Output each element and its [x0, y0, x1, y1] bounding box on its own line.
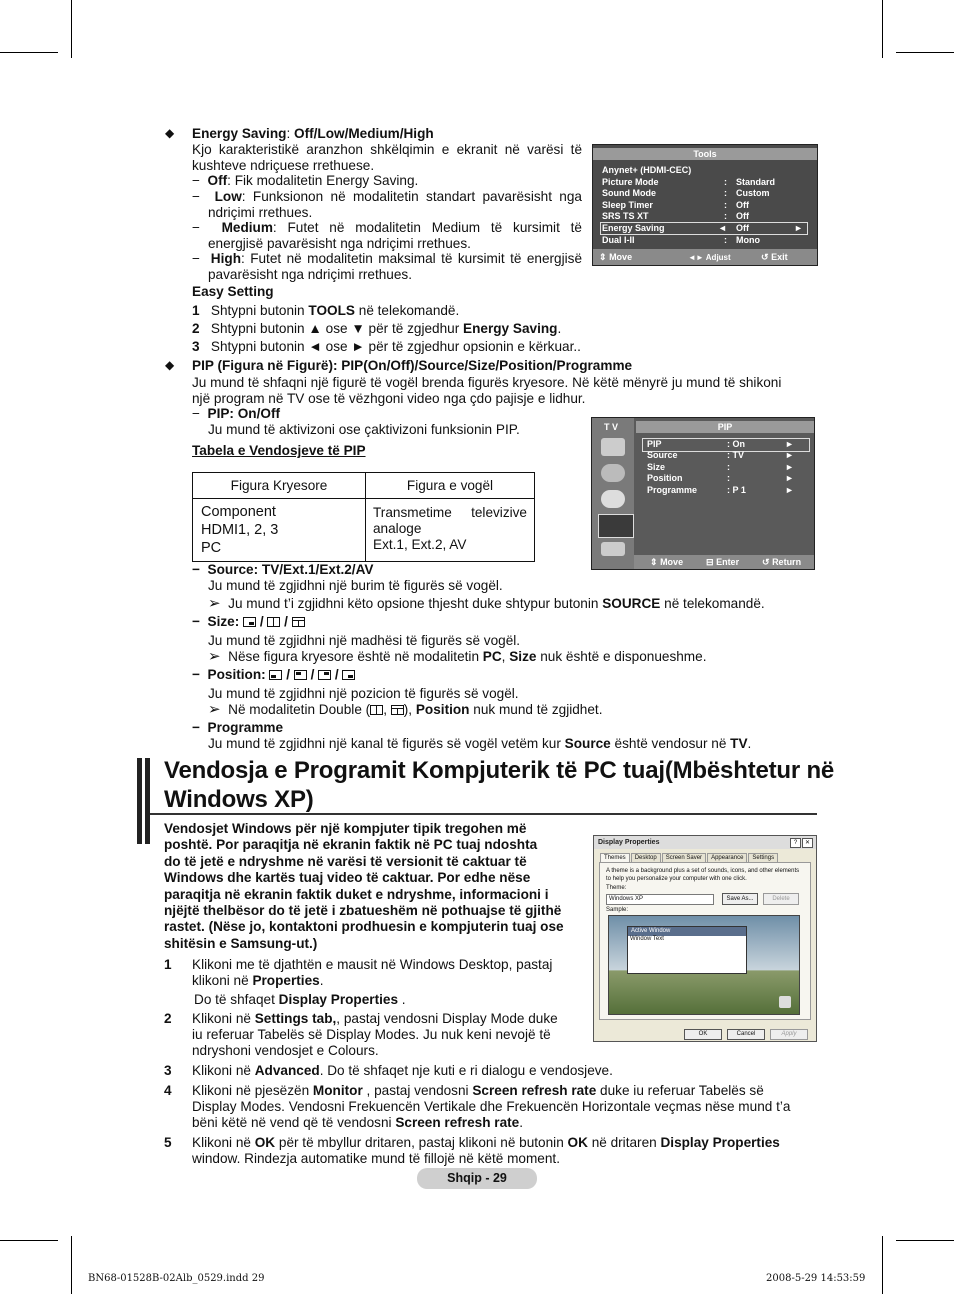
pip-menu-item[interactable]: Source : TV ►	[647, 450, 794, 461]
theme-label: Theme:	[606, 885, 627, 891]
tools-menu-item[interactable]: SRS TS XT : Off	[602, 211, 749, 222]
section-bar	[145, 758, 150, 844]
adjust-icon: ◄►	[688, 253, 704, 262]
page-title: Vendosja e Programit Kompjuterik të PC tuaj(Mbështetur në Windows XP)	[164, 757, 835, 813]
table-header: Figura e vogël	[366, 473, 535, 499]
energy-high: − High: Futet në modalitetin maksimal të kursimit të energjisë pavarësisht nga ndriçimi rrethues.	[192, 251, 583, 282]
pip-position: − Position: / / / Ju mund të zgjidhni një pozicion të figurës së vogël. ➢ Në modalitetin Double ( , ), Position nuk mund të zgjidhet.	[192, 667, 603, 718]
bullet-icon: ◆	[165, 358, 175, 372]
bullet-icon: ◆	[165, 126, 175, 140]
apply-button[interactable]: Apply	[770, 1029, 808, 1040]
tools-menu-item[interactable]: Dual I-II : Mono	[602, 234, 760, 245]
size-double-icon	[267, 617, 280, 627]
sample-preview	[608, 915, 800, 1015]
position-bottom-right-icon	[342, 670, 355, 680]
pip-source: − Source: TV/Ext.1/Ext.2/AV Ju mund të zgjidhni një burim të figurës së vogël. ➢ Ju mund t’i zgjidhni këto opsione thjesht duke shtypur butonin SOURCE në telekomandë.	[192, 562, 765, 612]
pip-menu-item[interactable]: Position : ►	[647, 473, 794, 484]
pip-size: − Size: / / Ju mund të zgjidhni një madhësi të figurës së vogël. ➢ Nëse figura kryesore është në modalitetin PC, Size nuk është e disponueshme.	[192, 614, 707, 665]
exit-icon: ↺	[761, 252, 769, 262]
intro-line: shitësin e Samsung-ut.)	[164, 935, 318, 951]
tools-menu-item[interactable]: Energy Saving ◄ Off ►	[602, 223, 803, 233]
window-title: Display Properties	[594, 836, 816, 849]
theme-select[interactable]: Windows XP	[606, 894, 714, 905]
tab-settings[interactable]: Settings	[748, 853, 778, 862]
pc-intro	[164, 821, 564, 952]
easy-step-1: 1 Shtypni butonin TOOLS në telekomandë.	[192, 303, 460, 318]
pip-desc: Ju mund të shfaqni një figurë të vogël brenda figurës kryesore. Në këtë mënyrë ju mund të shikoni një program në TV ose të vëzhgoni video nga çdo pajisje e lidhur.	[192, 375, 782, 406]
size-double-alt-icon	[391, 705, 404, 715]
size-double-icon	[370, 705, 383, 715]
intro-line: do të jetë e ndryshme në varësi të versionit të caktuar të	[164, 853, 527, 869]
pip-menu-item[interactable]: Programme : P 1 ►	[647, 484, 794, 495]
sample-label: Sample:	[606, 907, 629, 913]
title-underline	[150, 813, 817, 815]
size-large-icon	[243, 617, 256, 627]
theme-desc: A theme is a background plus a set of sounds, icons, and other elements to help you personalize your computer with one click.	[606, 868, 800, 882]
save-as-button[interactable]: Save As...	[722, 893, 758, 905]
recycle-bin-icon	[779, 996, 791, 1008]
ok-button[interactable]: OK	[684, 1029, 722, 1040]
intro-line: rastet. (Nëse jo, kontaktoni prodhuesin e kompjuterin tuaj ose	[164, 919, 564, 935]
pc-step-1: 1 Klikoni me të djathtën e mausit në Windows Desktop, pastaj klikoni në Properties. Do të shfaqet Display Properties .	[164, 957, 553, 1007]
table-cell: Component HDMI1, 2, 3 PC	[193, 499, 366, 562]
position-top-right-icon	[318, 670, 331, 680]
sound-icon	[601, 464, 625, 482]
tools-menu-item[interactable]: Sleep Timer : Off	[602, 199, 749, 210]
energy-medium: − Medium: Futet në modalitetin Medium të kursimit të energjisë pavarësisht nga ndriçimi rrethues.	[192, 220, 582, 251]
easy-step-3: 3 Shtypni butonin ◄ ose ► për të zgjedhur opsionin e kërkuar..	[192, 339, 581, 354]
pip-onoff: − PIP: On/Off Ju mund të aktivizoni ose çaktivizoni funksionin PIP.	[192, 406, 520, 437]
pc-step-4: 4 Klikoni në pjesëzën Monitor , pastaj vendosni Screen refresh rate duke iu referuar Tabelës së Display Modes. Vendosni Frekuencën Vertikale dhe Frekuencën Horizontale veçmas nëse mund t’a bëni këtë në vend që të vendosni Screen refresh rate.	[164, 1083, 791, 1130]
tools-menu-title: Tools	[593, 148, 817, 160]
pip-settings-table	[192, 472, 535, 562]
energy-heading: Energy Saving: Off/Low/Medium/High	[192, 126, 434, 141]
position-bottom-left-icon	[269, 670, 282, 680]
intro-line: poshtë. Por paraqitja në ekranin faktik në PC tuaj ndoshta	[164, 837, 538, 853]
pip-heading: PIP (Figura në Figurë): PIP(On/Off)/Source/Size/Position/Programme	[192, 358, 633, 373]
setup-icon	[598, 514, 634, 538]
delete-button[interactable]: Delete	[763, 893, 799, 905]
tools-menu-footer: ⇕ Move ◄► Adjust ↺ Exit	[593, 249, 817, 265]
help-button[interactable]: ?	[790, 838, 801, 848]
position-top-left-icon	[294, 670, 307, 680]
tools-menu-item[interactable]: Anynet+ (HDMI-CEC)	[602, 165, 692, 175]
return-icon: ↺	[762, 557, 770, 567]
tab-desktop[interactable]: Desktop	[631, 853, 661, 862]
pip-table-title: Tabela e Vendosjeve të PIP	[192, 443, 366, 458]
intro-line: njëjtë thelbësor do të jetë i zbatueshëm në pothuajse të gjithë	[164, 903, 562, 919]
pc-step-2: 2 Klikoni në Settings tab,, pastaj vendosni Display Mode duke iu referuar Tabelës së Display Modes. Ju nuk keni nevojë të ndryshoni vendosjet e Colours.	[164, 1011, 558, 1058]
pip-menu-footer: ⇕ Move ⊟ Enter ↺ Return	[634, 555, 814, 569]
display-properties-screenshot	[593, 835, 817, 1042]
intro-line: paraqitja në ekranin faktik duket e ndryshme, informacioni i	[164, 886, 549, 902]
enter-icon: ⊟	[706, 557, 714, 567]
tv-icon	[601, 438, 625, 456]
table-cell: Transmetime televizive analoge Ext.1, Ext.2, AV	[366, 499, 535, 562]
close-button[interactable]: ✕	[802, 838, 813, 848]
cancel-button[interactable]: Cancel	[727, 1029, 765, 1040]
tab-appearance[interactable]: Appearance	[707, 853, 747, 862]
tools-menu-item[interactable]: Sound Mode : Custom	[602, 188, 770, 199]
pc-step-3: 3 Klikoni në Advanced. Do të shfaqet nje kuti e ri dialogu e vendosjeve.	[164, 1063, 613, 1078]
move-icon: ⇕	[599, 252, 607, 262]
input-icon	[601, 542, 625, 556]
page-number-badge: Shqip - 29	[417, 1168, 537, 1189]
tab-screen-saver[interactable]: Screen Saver	[662, 853, 706, 862]
file-info: BN68-01528B-02Alb_0529.indd 29	[88, 1273, 265, 1284]
section-bar	[137, 758, 142, 844]
tools-menu-item[interactable]: Picture Mode : Standard	[602, 176, 776, 187]
pip-programme: − Programme Ju mund të zgjidhni një kanal të figurës së vogël vetëm kur Source është vendosur në TV.	[192, 720, 752, 751]
size-double-alt-icon	[292, 617, 305, 627]
note-arrow-icon: ➢	[208, 648, 221, 665]
tab-themes[interactable]: Themes	[600, 853, 630, 862]
pip-menu-item[interactable]: PIP : On ►	[647, 439, 794, 449]
table-header: Figura Kryesore	[193, 473, 366, 499]
intro-line: Windows dhe kartës tuaj video të caktuar. Por edhe nëse	[164, 870, 531, 886]
note-arrow-icon: ➢	[208, 595, 221, 612]
pip-menu-item[interactable]: Size : ►	[647, 461, 794, 472]
pip-menu-screenshot	[591, 417, 815, 570]
sample-active-window: Active Window Window Text	[627, 926, 747, 974]
energy-off: − Off: Fik modalitetin Energy Saving.	[192, 173, 419, 188]
print-timestamp: 2008-5-29 14:53:59	[766, 1273, 866, 1284]
pip-menu-title: PIP	[636, 421, 814, 433]
channel-icon	[601, 490, 625, 508]
intro-line: Vendosjet Windows për një kompjuter tipik tregohen më	[164, 821, 527, 836]
pc-step-5: 5 Klikoni në OK për të mbyllur dritaren, pastaj klikoni në butonin OK në dritaren Display Properties window. Rindezja automatike mund të fillojë në këtë moment.	[164, 1135, 780, 1166]
easy-setting-title: Easy Setting	[192, 284, 274, 299]
energy-desc: Kjo karakteristikë aranzhon shkëlqimin e ekranit në varësi të kushteve ndriçuese rrethuese.	[192, 142, 582, 173]
tools-menu-screenshot	[592, 144, 818, 266]
move-icon: ⇕	[650, 557, 658, 567]
note-arrow-icon: ➢	[208, 701, 221, 718]
energy-low: − Low: Funksionon në modalitetin standart pavarësisht nga ndriçimi rrethues.	[192, 189, 582, 220]
easy-step-2: 2 Shtypni butonin ▲ ose ▼ për të zgjedhur Energy Saving.	[192, 321, 562, 336]
pip-menu-tab: T V	[604, 422, 619, 432]
